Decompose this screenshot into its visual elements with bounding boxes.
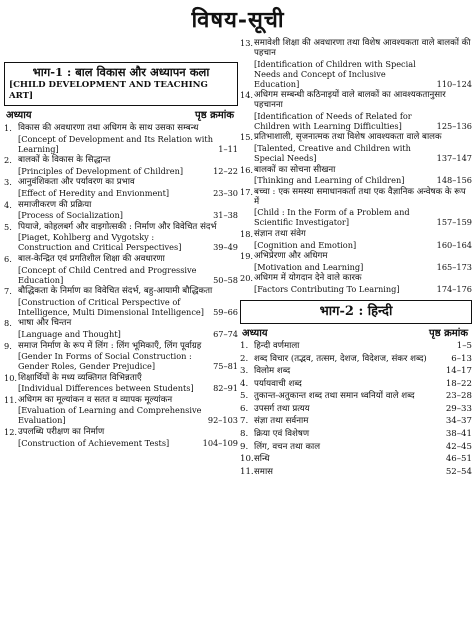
entry-title: क्रिया एवं विशेषण xyxy=(254,429,310,440)
entry-number: 17. xyxy=(240,186,254,197)
entry-title: समास xyxy=(254,466,273,477)
toc-entry xyxy=(240,366,472,377)
entry-title: उपसर्ग तथा प्रत्यय xyxy=(254,403,310,414)
entry-title-hi: शिक्षार्थियों के मध्य व्यक्तिगत विभिन्नताएँ xyxy=(18,372,142,383)
entry-title-en: [Process of Socialization] xyxy=(18,210,123,221)
entry-title-en: [Cognition and Emotion] xyxy=(254,239,357,250)
entry-title-en: [Talented, Creative and Children with Special Needs] xyxy=(254,142,411,163)
toc-entry xyxy=(4,427,238,448)
entry-pages: 14–17 xyxy=(445,366,472,377)
entry-number: 14. xyxy=(240,90,254,101)
chapter-column-label: अध्याय xyxy=(242,327,268,339)
entry-title-hi: समाजीकरण की प्रक्रिया xyxy=(18,199,92,210)
entry-pages: 18–22 xyxy=(445,378,472,389)
entry-number: 20. xyxy=(240,273,254,284)
entry-title-en: [Individual Differences between Students] xyxy=(18,383,194,394)
part2-column-header xyxy=(240,327,472,341)
entry-pages: 67–74 xyxy=(213,328,238,339)
entry-title: संज्ञा तथा सर्वनाम xyxy=(254,416,309,427)
entry-title-en: [Gender In Forms of Social Construction : Gender Roles, Gender Prejudice] xyxy=(18,351,192,372)
entry-title-en: [Construction of Achievement Tests] xyxy=(18,437,170,448)
entry-pages: 6–13 xyxy=(451,353,472,364)
toc-entry xyxy=(240,454,472,465)
entry-pages: 34–37 xyxy=(445,416,472,427)
entry-pages: 59–66 xyxy=(213,306,238,317)
entry-title: तुकान्त-अतुकान्त शब्द तथा समान ध्वनियों वाले शब्द xyxy=(254,391,415,402)
entry-title-hi: भाषा और चिन्तन xyxy=(18,318,72,329)
toc-entry xyxy=(4,222,238,253)
left-column xyxy=(4,62,238,449)
entry-number: 8. xyxy=(240,429,249,440)
entry-number: 6. xyxy=(4,253,12,264)
entry-number: 2. xyxy=(240,353,249,364)
toc-entry xyxy=(240,132,472,163)
toc-entry xyxy=(240,273,472,294)
toc-entry xyxy=(4,341,238,372)
entry-pages: 75–81 xyxy=(213,361,238,372)
entry-title-hi: अधिगम का मूल्यांकन व सतत व व्यापक मूल्यांकन xyxy=(18,394,173,405)
entry-title-hi: अभिप्रेरणा और अधिगम xyxy=(254,251,328,262)
entry-number: 5. xyxy=(4,221,12,232)
page-column-label: पृष्ठ क्रमांक xyxy=(195,110,234,121)
part2-heading-box xyxy=(240,300,472,324)
toc-entry xyxy=(240,404,472,415)
entry-title-en: [Piaget, Kohlberg and Vygotsky : Construction and Critical Perspectives] xyxy=(18,232,182,253)
entry-title-en: [Language and Thought] xyxy=(18,328,121,339)
entry-pages: 39–49 xyxy=(213,242,238,253)
entry-title-hi: उपलब्धि परीक्षण का निर्माण xyxy=(18,427,105,438)
toc-entry xyxy=(4,395,238,426)
entry-title-hi: बालकों का सोचना सीखना xyxy=(254,164,336,175)
entry-pages: 1–5 xyxy=(456,340,472,351)
entry-number: 13. xyxy=(240,38,254,48)
entry-number: 10. xyxy=(4,372,18,383)
toc-entry xyxy=(240,90,472,131)
entry-title-hi: विकास की अवधारणा तथा अधिगम के साथ उसका सम्बन्ध xyxy=(18,123,199,133)
entry-number: 5. xyxy=(240,391,249,402)
toc-entry xyxy=(4,254,238,285)
entry-number: 3. xyxy=(4,177,12,188)
part1-entry-list xyxy=(4,123,238,448)
entry-number: 6. xyxy=(240,403,249,414)
entry-pages: 104–109 xyxy=(202,437,238,448)
toc-entry xyxy=(4,373,238,394)
toc-entry xyxy=(4,200,238,221)
entry-title-hi: बालकों के विकास के सिद्धान्त xyxy=(18,155,111,166)
entry-pages: 137–147 xyxy=(436,152,472,163)
entry-pages: 82–91 xyxy=(213,383,238,394)
part1-continued-list xyxy=(240,38,472,294)
entry-pages: 23–30 xyxy=(213,187,238,198)
toc-entry xyxy=(4,286,238,317)
toc-entry xyxy=(240,354,472,365)
entry-title-hi: समाज निर्माण के रूप में लिंग : लिंग भूमिकाएँ, लिंग पूर्वाग्रह xyxy=(18,340,202,351)
entry-pages: 52–54 xyxy=(445,466,472,477)
entry-pages: 160–164 xyxy=(436,239,472,250)
entry-pages: 50–58 xyxy=(213,274,238,285)
toc-entry xyxy=(4,177,238,198)
toc-entry xyxy=(4,123,238,154)
entry-pages: 148–156 xyxy=(436,175,472,186)
entry-title-en: [Motivation and Learning] xyxy=(254,261,364,272)
part1-heading-hi: भाग-1 : बाल विकास और अध्यापन कला xyxy=(32,65,210,79)
entry-pages: 157–159 xyxy=(436,217,472,228)
toc-entry xyxy=(4,318,238,339)
entry-number: 15. xyxy=(240,132,254,143)
entry-title-hi: पियाजे, कोहलबर्ग और वाइगोत्सकी : निर्माण और विवेचित संदर्भ xyxy=(18,221,217,232)
entry-number: 10. xyxy=(240,454,254,465)
toc-entry xyxy=(240,229,472,250)
part1-column-header xyxy=(4,109,238,123)
entry-number: 11. xyxy=(240,466,254,477)
toc-entry xyxy=(240,467,472,478)
entry-title-hi: आनुवंशिकता और पर्यावरण का प्रभाव xyxy=(18,177,135,188)
entry-title-hi: बाल-केन्द्रित एवं प्रगतिशील शिक्षा की अवधारणा xyxy=(18,253,165,264)
entry-title-en: [Concept of Development and Its Relation with Learning] xyxy=(18,133,213,154)
entry-title-en: [Effect of Heredity and Envionment] xyxy=(18,187,170,198)
entry-title-en: [Factors Contributing To Learning] xyxy=(254,283,400,294)
entry-title: हिन्दी वर्णमाला xyxy=(254,340,300,351)
entry-number: 2. xyxy=(4,155,12,166)
entry-title: पर्यायवाची शब्द xyxy=(254,378,302,389)
entry-number: 4. xyxy=(240,378,249,389)
entry-title-hi: संज्ञान तथा संवेग xyxy=(254,228,306,239)
entry-number: 7. xyxy=(4,286,12,297)
part2-heading-hi: भाग-2 : हिन्दी xyxy=(319,303,393,319)
entry-number: 11. xyxy=(4,394,18,405)
entry-number: 4. xyxy=(4,199,12,210)
toc-entry xyxy=(240,442,472,453)
entry-number: 12. xyxy=(4,427,18,438)
toc-entry xyxy=(240,165,472,186)
entry-pages: 125–136 xyxy=(436,120,472,131)
entry-pages: 46–51 xyxy=(445,454,472,465)
part2-entry-list xyxy=(240,341,472,478)
part1-heading-en: [CHILD DEVELOPMENT AND TEACHING ART] xyxy=(9,80,208,101)
toc-entry xyxy=(240,391,472,402)
right-column xyxy=(240,38,472,479)
entry-number: 1. xyxy=(4,123,12,133)
toc-entry xyxy=(240,416,472,427)
entry-pages: 29–33 xyxy=(445,403,472,414)
entry-pages: 110–124 xyxy=(436,78,472,89)
entry-title: लिंग, वचन तथा काल xyxy=(254,441,321,452)
page-column-label: पृष्ठ क्रमांक xyxy=(429,327,468,339)
entry-pages: 174–176 xyxy=(436,283,472,294)
entry-title-en: [Identification of Children with Special Needs and Concept of Inclusive Education] xyxy=(254,58,416,89)
entry-title: विलोम शब्द xyxy=(254,366,291,377)
entry-title-en: [Principles of Development of Children] xyxy=(18,165,184,176)
toc-entry xyxy=(240,341,472,352)
entry-title-hi: समावेशी शिक्षा की अवधारणा तथा विशेष आवश्यकता वाले बालकों की पहचान xyxy=(254,38,471,58)
entry-number: 9. xyxy=(4,340,12,351)
entry-title-en: [Identification of Needs of Related for Children with Learning Difficulties] xyxy=(254,110,412,131)
entry-title-hi: बौद्धिकता के निर्माण का विवेचित संदर्भ, बहु-आयामी बौद्धिकता xyxy=(18,286,213,297)
entry-number: 8. xyxy=(4,318,12,329)
entry-title-en: [Concept of Child Centred and Progressive Education] xyxy=(18,264,197,285)
toc-entry xyxy=(240,38,472,89)
entry-pages: 1–11 xyxy=(218,143,238,154)
toc-entry xyxy=(240,251,472,272)
entry-title-en: [Evaluation of Learning and Comprehensive Evaluation] xyxy=(18,405,202,426)
entry-number: 1. xyxy=(240,340,249,351)
entry-title-hi: अधिगम सम्बन्धी कठिनाइयों वाले बालकों का आवश्यकतानुसार पहचानना xyxy=(254,90,446,111)
part1-heading-box xyxy=(4,62,238,106)
entry-title-hi: प्रतिभाशाली, सृजनात्मक तथा विशेष आवश्यकता वाले बालक xyxy=(254,132,442,143)
entry-title-en: [Construction of Critical Perspective of Intelligence, Multi Dimensional Intelligence] xyxy=(18,296,204,317)
entry-pages: 38–41 xyxy=(445,429,472,440)
entry-number: 18. xyxy=(240,228,254,239)
entry-title: शब्द विचार (तद्भव, तत्सम, देशज, विदेशज, संकर शब्द) xyxy=(254,353,427,364)
entry-title-hi: अधिगम में योगदान देने वाले कारक xyxy=(254,273,362,284)
toc-entry xyxy=(240,429,472,440)
entry-title: सन्धि xyxy=(254,454,270,465)
entry-number: 9. xyxy=(240,441,249,452)
entry-title-en: [Thinking and Learning of Children] xyxy=(254,175,405,186)
entry-number: 19. xyxy=(240,251,254,262)
entry-number: 16. xyxy=(240,164,254,175)
entry-number: 3. xyxy=(240,366,249,377)
toc-entry xyxy=(240,187,472,228)
entry-pages: 31–38 xyxy=(213,210,238,221)
entry-title-hi: बच्चा : एक समस्या समाधानकर्ता तथा एक वैज्ञानिक अन्वेषक के रूप में xyxy=(254,186,466,207)
toc-entry xyxy=(240,379,472,390)
entry-number: 7. xyxy=(240,416,249,427)
entry-pages: 12–22 xyxy=(213,165,238,176)
entry-pages: 165–173 xyxy=(436,261,472,272)
entry-pages: 92–103 xyxy=(207,415,238,426)
entry-pages: 42–45 xyxy=(445,441,472,452)
page-title: विषय-सूची xyxy=(191,7,285,33)
entry-title-en: [Child : In the Form of a Problem and Scientific Investigator] xyxy=(254,207,410,228)
chapter-column-label: अध्याय xyxy=(6,110,32,121)
entry-pages: 23–28 xyxy=(445,391,472,402)
toc-entry xyxy=(4,155,238,176)
